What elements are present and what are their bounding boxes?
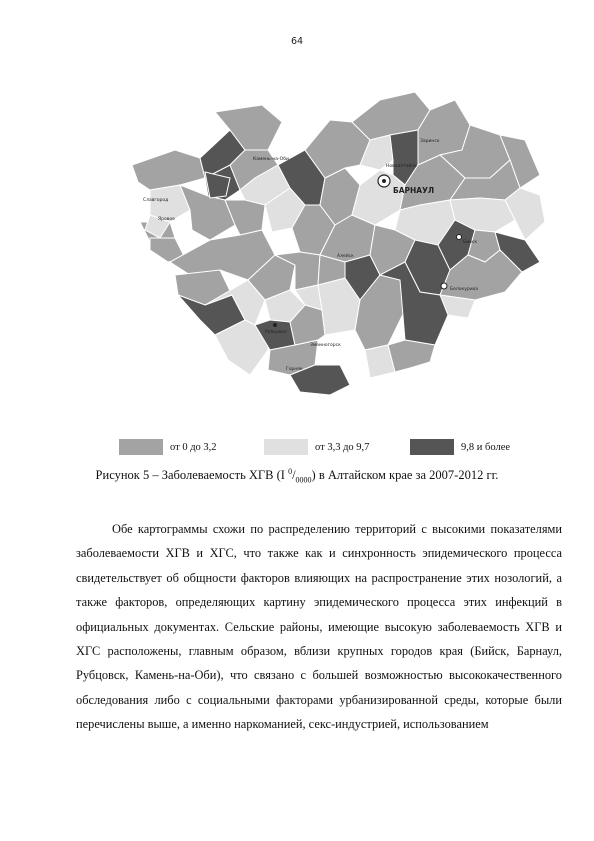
caption-suffix: ) в Алтайском крае за 2007-2012 гг. [311,468,499,483]
city-label-slavgorod: Славгород [143,198,169,203]
city-label-belokurikha: Белокуриха [450,287,479,292]
legend-swatch-medium [264,439,308,455]
city-label-aleysk: Алейск [337,254,354,259]
page-number: 64 [290,36,304,47]
barnaul-marker-center [382,179,386,183]
biysk-marker [457,235,462,240]
map-regions [132,92,545,395]
city-label-zarinsk: Заринск [420,139,440,144]
city-label-rubtsovsk: Рубцовск [265,330,287,335]
city-label-kamen-na-obi: Камень-на-Оби [253,157,289,162]
body-paragraph: Обе картограммы схожи по распределению территорий с высокими показателями заболеваемости ХГВ и ХГС, что также как и синхронность эпидемического процесса свидетельствует об общности факторов влияющих на распространение этих нозологий, а также факторов, определяющих картину эпидемического процесса этих инфекций в официальных документах. Сельские районы, имеющие высокую заболеваемость ХГВ и ХГС расположены, главным образом, вблизи крупных городов края (Бийск, Барнаул, Рубцовск, Камень-на-Оби), что связано с большей возможностью высококачественного обследования либо с социальными факторами урбанизированной среды, которые были перечислены выше, а именно наркоманией, секс-индустрией, использованием [76,522,562,732]
city-label-zmeinogorsk: Змеиногорск [310,343,341,348]
rubtsovsk-marker [273,323,277,327]
city-label-novoaltaysk: Новоалтайск [386,164,417,169]
legend-item-high [410,436,510,458]
barnaul-label: БАРНАУЛ [393,186,435,195]
caption-sup: 0 [288,467,293,476]
caption-prefix: Рисунок 5 – Заболеваемость ХГВ (I [95,468,289,483]
legend-label-medium: от 3,3 до 9,7 [315,441,370,453]
figure-caption: Рисунок 5 – Заболеваемость ХГВ (I $^0/_{0000}$) в Алтайском крае за 2007-2012 гг. [95,467,499,485]
legend-label-low: от 0 до 3,2 [170,441,217,453]
map-region-low [388,340,435,372]
map-region-low [132,150,205,190]
legend-item-medium [264,436,369,458]
city-label-yarovoe: Яровое [158,217,175,222]
city-label-biysk: Бийск [463,240,478,245]
body-text [76,517,562,737]
belokurikha-marker [441,283,447,289]
legend-swatch-low [119,439,163,455]
map-legend [0,436,594,458]
city-label-gornyak: Горняк [286,367,303,372]
legend-item-low [119,436,217,458]
legend-swatch-high [410,439,454,455]
caption-sub: 0000 [295,475,312,485]
legend-label-high: 9,8 и более [461,441,511,453]
